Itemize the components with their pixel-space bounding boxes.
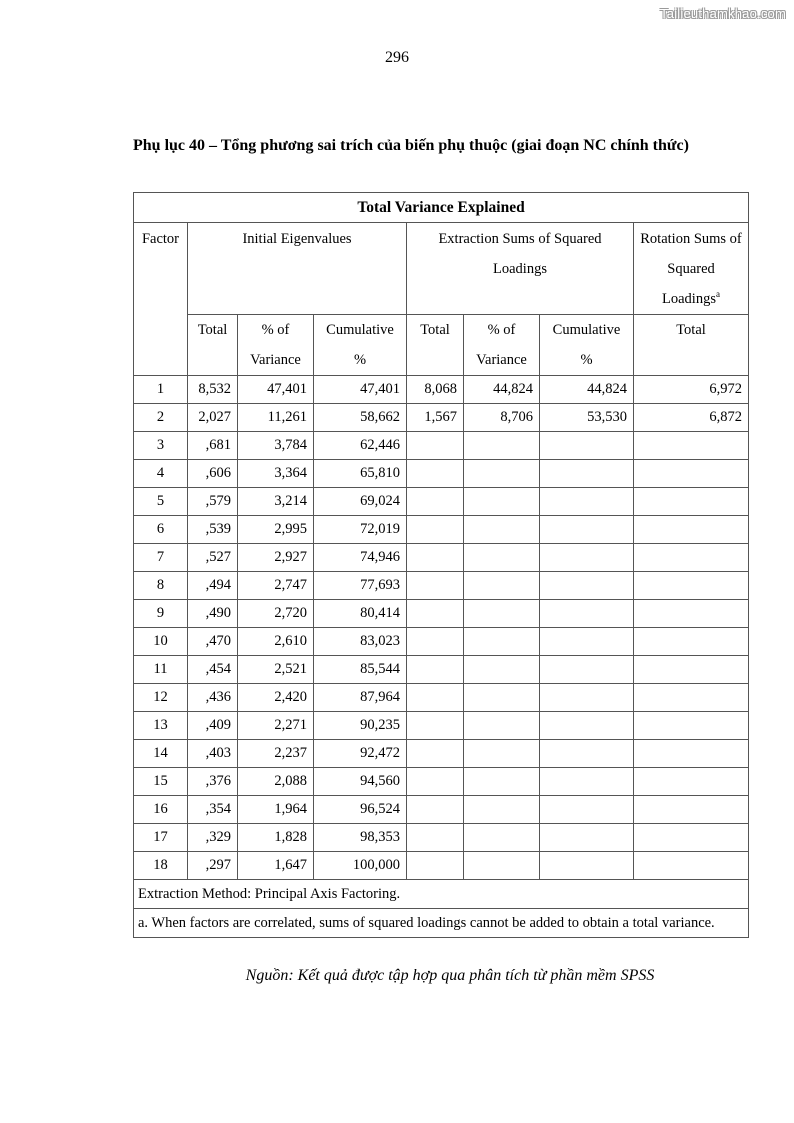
extraction-cum-cell [540, 740, 634, 768]
rotation-total-header: Total [634, 315, 749, 376]
initial-cum-cell: 62,446 [314, 432, 407, 460]
rotation-total-cell [634, 488, 749, 516]
extraction-total-cell [407, 600, 464, 628]
initial-pct-cell: 3,784 [238, 432, 314, 460]
extraction-cum-cell [540, 544, 634, 572]
initial-cum-cell: 58,662 [314, 404, 407, 432]
table-row [134, 768, 749, 796]
extraction-pct-cell [464, 628, 540, 656]
rotation-sums-header [634, 223, 749, 315]
initial-pct-header: % of Variance [238, 315, 314, 376]
initial-pct-cell: 3,214 [238, 488, 314, 516]
footnote-method: Extraction Method: Principal Axis Factoring. [134, 880, 749, 909]
footnote-a-row [134, 909, 749, 938]
extraction-total-cell: 1,567 [407, 404, 464, 432]
extraction-cum-header: Cumulative % [540, 315, 634, 376]
initial-cum-cell: 77,693 [314, 572, 407, 600]
initial-pct-cell: 1,828 [238, 824, 314, 852]
table-body [134, 376, 749, 880]
extraction-cum-cell [540, 628, 634, 656]
factor-cell: 7 [134, 544, 188, 572]
rotation-total-cell [634, 684, 749, 712]
extraction-total-cell: 8,068 [407, 376, 464, 404]
initial-cum-cell: 80,414 [314, 600, 407, 628]
rotation-total-cell [634, 516, 749, 544]
table-row [134, 628, 749, 656]
initial-cum-cell: 100,000 [314, 852, 407, 880]
group-header-row [134, 223, 749, 315]
extraction-cum-cell [540, 516, 634, 544]
initial-total-cell: ,527 [188, 544, 238, 572]
extraction-cum-cell [540, 852, 634, 880]
extraction-total-cell [407, 488, 464, 516]
rotation-total-cell [634, 796, 749, 824]
extraction-pct-cell [464, 824, 540, 852]
factor-cell: 10 [134, 628, 188, 656]
extraction-total-header: Total [407, 315, 464, 376]
watermark: Tailieuthamkhao.com [660, 6, 786, 21]
initial-total-cell: ,329 [188, 824, 238, 852]
factor-cell: 8 [134, 572, 188, 600]
table-row [134, 432, 749, 460]
factor-cell: 17 [134, 824, 188, 852]
initial-total-cell: ,436 [188, 684, 238, 712]
footnote-a: a. When factors are correlated, sums of squared loadings cannot be added to obtain a total variance. [134, 909, 749, 938]
factor-cell: 18 [134, 852, 188, 880]
extraction-cum-cell [540, 488, 634, 516]
extraction-cum-cell [540, 796, 634, 824]
initial-cum-cell: 90,235 [314, 712, 407, 740]
rotation-total-cell [634, 628, 749, 656]
extraction-cum-cell: 53,530 [540, 404, 634, 432]
extraction-total-cell [407, 852, 464, 880]
extraction-pct-cell [464, 516, 540, 544]
factor-cell: 13 [134, 712, 188, 740]
extraction-total-cell [407, 628, 464, 656]
initial-pct-cell: 2,720 [238, 600, 314, 628]
extraction-pct-cell [464, 684, 540, 712]
initial-total-cell: ,403 [188, 740, 238, 768]
table-row [134, 824, 749, 852]
initial-total-cell: ,494 [188, 572, 238, 600]
table-row [134, 712, 749, 740]
extraction-pct-cell [464, 600, 540, 628]
footnote-marker-a: a [715, 289, 720, 300]
factor-cell: 3 [134, 432, 188, 460]
extraction-total-cell [407, 656, 464, 684]
initial-pct-cell: 47,401 [238, 376, 314, 404]
extraction-sums-header: Extraction Sums of Squared Loadings [407, 223, 634, 315]
factor-cell: 12 [134, 684, 188, 712]
rotation-total-cell: 6,872 [634, 404, 749, 432]
rotation-sums-label: Rotation Sums of Squared Loadings [640, 231, 742, 307]
initial-pct-cell: 2,237 [238, 740, 314, 768]
initial-cum-cell: 85,544 [314, 656, 407, 684]
extraction-total-cell [407, 432, 464, 460]
extraction-total-cell [407, 712, 464, 740]
factor-cell: 15 [134, 768, 188, 796]
extraction-pct-cell [464, 740, 540, 768]
extraction-total-cell [407, 544, 464, 572]
factor-cell: 1 [134, 376, 188, 404]
initial-total-cell: ,409 [188, 712, 238, 740]
initial-cum-header: Cumulative % [314, 315, 407, 376]
initial-cum-cell: 87,964 [314, 684, 407, 712]
rotation-total-cell [634, 740, 749, 768]
initial-cum-cell: 92,472 [314, 740, 407, 768]
initial-cum-cell: 72,019 [314, 516, 407, 544]
extraction-pct-cell [464, 712, 540, 740]
extraction-pct-cell [464, 572, 540, 600]
table-row [134, 740, 749, 768]
initial-total-cell: ,354 [188, 796, 238, 824]
initial-cum-cell: 47,401 [314, 376, 407, 404]
factor-cell: 9 [134, 600, 188, 628]
extraction-pct-cell [464, 852, 540, 880]
extraction-total-cell [407, 460, 464, 488]
extraction-pct-cell [464, 460, 540, 488]
appendix-heading: Phụ lục 40 – Tổng phương sai trích của biến phụ thuộc (giai đoạn NC chính thức) [133, 137, 689, 154]
initial-total-cell: ,606 [188, 460, 238, 488]
extraction-pct-cell [464, 488, 540, 516]
initial-total-cell: 2,027 [188, 404, 238, 432]
extraction-total-cell [407, 516, 464, 544]
extraction-pct-cell: 44,824 [464, 376, 540, 404]
factor-cell: 4 [134, 460, 188, 488]
table-row [134, 852, 749, 880]
table-title: Total Variance Explained [134, 193, 749, 223]
table-row [134, 600, 749, 628]
rotation-total-cell [634, 544, 749, 572]
table-row [134, 544, 749, 572]
table-title-row [134, 193, 749, 223]
table-row [134, 656, 749, 684]
extraction-cum-cell: 44,824 [540, 376, 634, 404]
factor-cell: 16 [134, 796, 188, 824]
initial-pct-cell: 2,610 [238, 628, 314, 656]
extraction-pct-cell [464, 544, 540, 572]
extraction-pct-cell [464, 432, 540, 460]
extraction-cum-cell [540, 572, 634, 600]
extraction-cum-cell [540, 600, 634, 628]
factor-cell: 2 [134, 404, 188, 432]
rotation-total-cell [634, 712, 749, 740]
rotation-total-cell [634, 852, 749, 880]
rotation-total-cell [634, 656, 749, 684]
table-row [134, 404, 749, 432]
initial-total-cell: ,579 [188, 488, 238, 516]
footnote-method-row [134, 880, 749, 909]
table-row [134, 376, 749, 404]
rotation-total-cell [634, 572, 749, 600]
extraction-cum-cell [540, 656, 634, 684]
extraction-cum-cell [540, 684, 634, 712]
extraction-pct-cell [464, 768, 540, 796]
initial-total-cell: ,297 [188, 852, 238, 880]
initial-pct-cell: 2,088 [238, 768, 314, 796]
extraction-total-cell [407, 796, 464, 824]
total-variance-table [133, 192, 749, 938]
factor-header: Factor [134, 223, 188, 376]
table-row [134, 516, 749, 544]
extraction-total-cell [407, 684, 464, 712]
extraction-total-cell [407, 572, 464, 600]
extraction-cum-cell [540, 712, 634, 740]
extraction-pct-header: % of Variance [464, 315, 540, 376]
initial-cum-cell: 98,353 [314, 824, 407, 852]
page-number: 296 [385, 49, 409, 66]
extraction-total-cell [407, 824, 464, 852]
initial-cum-cell: 74,946 [314, 544, 407, 572]
initial-pct-cell: 3,364 [238, 460, 314, 488]
initial-pct-cell: 2,995 [238, 516, 314, 544]
initial-pct-cell: 11,261 [238, 404, 314, 432]
rotation-total-cell [634, 460, 749, 488]
initial-pct-cell: 1,964 [238, 796, 314, 824]
initial-cum-cell: 96,524 [314, 796, 407, 824]
initial-pct-cell: 1,647 [238, 852, 314, 880]
initial-total-cell: ,539 [188, 516, 238, 544]
factor-cell: 14 [134, 740, 188, 768]
initial-total-cell: ,490 [188, 600, 238, 628]
initial-pct-cell: 2,927 [238, 544, 314, 572]
initial-pct-cell: 2,420 [238, 684, 314, 712]
initial-total-cell: 8,532 [188, 376, 238, 404]
factor-cell: 5 [134, 488, 188, 516]
extraction-total-cell [407, 740, 464, 768]
extraction-cum-cell [540, 460, 634, 488]
extraction-cum-cell [540, 432, 634, 460]
extraction-cum-cell [540, 768, 634, 796]
initial-total-header: Total [188, 315, 238, 376]
initial-cum-cell: 83,023 [314, 628, 407, 656]
rotation-total-cell: 6,972 [634, 376, 749, 404]
extraction-pct-cell [464, 796, 540, 824]
factor-cell: 6 [134, 516, 188, 544]
table-row [134, 796, 749, 824]
initial-cum-cell: 65,810 [314, 460, 407, 488]
rotation-total-cell [634, 824, 749, 852]
table-row [134, 684, 749, 712]
extraction-total-cell [407, 768, 464, 796]
initial-total-cell: ,376 [188, 768, 238, 796]
initial-total-cell: ,681 [188, 432, 238, 460]
factor-cell: 11 [134, 656, 188, 684]
extraction-pct-cell [464, 656, 540, 684]
initial-cum-cell: 94,560 [314, 768, 407, 796]
rotation-total-cell [634, 600, 749, 628]
source-note: Nguồn: Kết quả được tập hợp qua phân tích từ phần mềm SPSS [245, 967, 655, 984]
rotation-total-cell [634, 432, 749, 460]
table-row [134, 488, 749, 516]
initial-pct-cell: 2,521 [238, 656, 314, 684]
initial-pct-cell: 2,747 [238, 572, 314, 600]
initial-pct-cell: 2,271 [238, 712, 314, 740]
table-row [134, 572, 749, 600]
initial-cum-cell: 69,024 [314, 488, 407, 516]
extraction-pct-cell: 8,706 [464, 404, 540, 432]
extraction-cum-cell [540, 824, 634, 852]
rotation-total-cell [634, 768, 749, 796]
sub-header-row [134, 315, 749, 376]
table-row [134, 460, 749, 488]
initial-eigenvalues-header: Initial Eigenvalues [188, 223, 407, 315]
initial-total-cell: ,454 [188, 656, 238, 684]
initial-total-cell: ,470 [188, 628, 238, 656]
